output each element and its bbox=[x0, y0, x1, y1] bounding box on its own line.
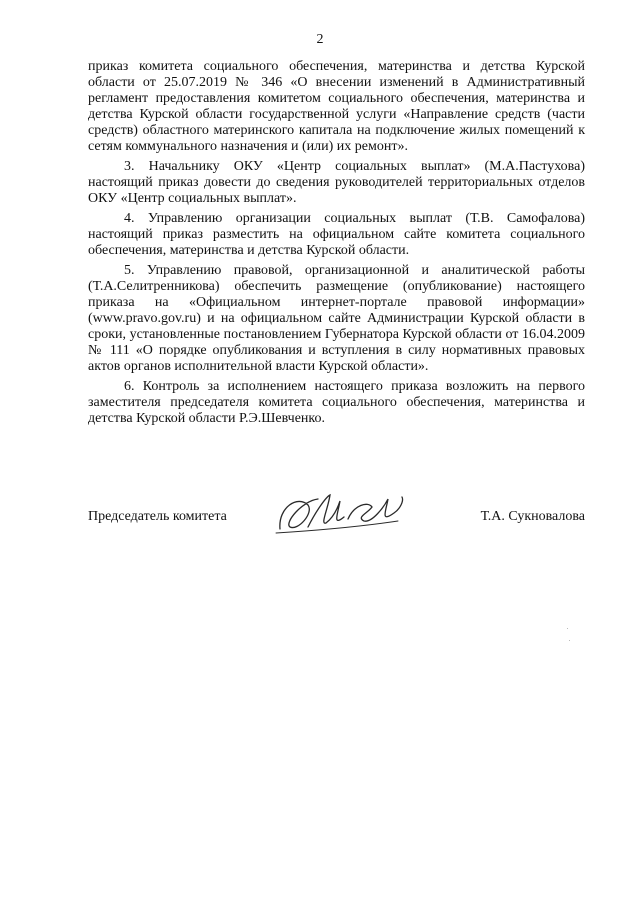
paragraph-continuation: приказ комитета социального обеспечения, материнства и детства Курской области от 25.07.2019 № 346 «О внесении изменений в Административный регламент предоставления комитетом социального обеспечения, материнства и детства Курской области государственной услуги «Направление средств (части средств) областного материнского капитала на подключение жилых помещений к сетям коммунального назначения и (или) их ремонт». bbox=[88, 59, 585, 154]
signatory-name: Т.А. Сукновалова bbox=[480, 509, 585, 524]
scan-speck bbox=[567, 628, 568, 629]
paragraph-6: 6. Контроль за исполнением настоящего приказа возложить на первого заместителя председателя комитета социального обеспечения, материнства и детства Курской области Р.Э.Шевченко. bbox=[88, 379, 585, 426]
paragraph-5: 5. Управлению правовой, организационной и аналитической работы (Т.А.Селитренникова) обеспечить размещение (опубликование) настоящего приказа на «Официальном интернет-портале правовой информации» (www.pravo.gov.ru) и на официальном сайте Администрации Курской области в сроки, установленные постановлением Губернатора Курской области от 16.04.2009 № 111 «О порядке опубликования и вступления в силу нормативных правовых актов органов исполнительной власти Курской области». bbox=[88, 263, 585, 374]
document-body bbox=[88, 59, 585, 431]
signature-block bbox=[88, 505, 585, 555]
scan-speck bbox=[569, 640, 570, 641]
signatory-title: Председатель комитета bbox=[88, 509, 227, 524]
handwritten-signature bbox=[268, 487, 408, 547]
page-number: 2 bbox=[316, 32, 324, 47]
paragraph-3: 3. Начальнику ОКУ «Центр социальных выплат» (М.А.Пастухова) настоящий приказ довести до сведения руководителей территориальных отделов ОКУ «Центр социальных выплат». bbox=[88, 159, 585, 206]
paragraph-4: 4. Управлению организации социальных выплат (Т.В. Самофалова) настоящий приказ разместить на официальном сайте комитета социального обеспечения, материнства и детства Курской области. bbox=[88, 211, 585, 258]
